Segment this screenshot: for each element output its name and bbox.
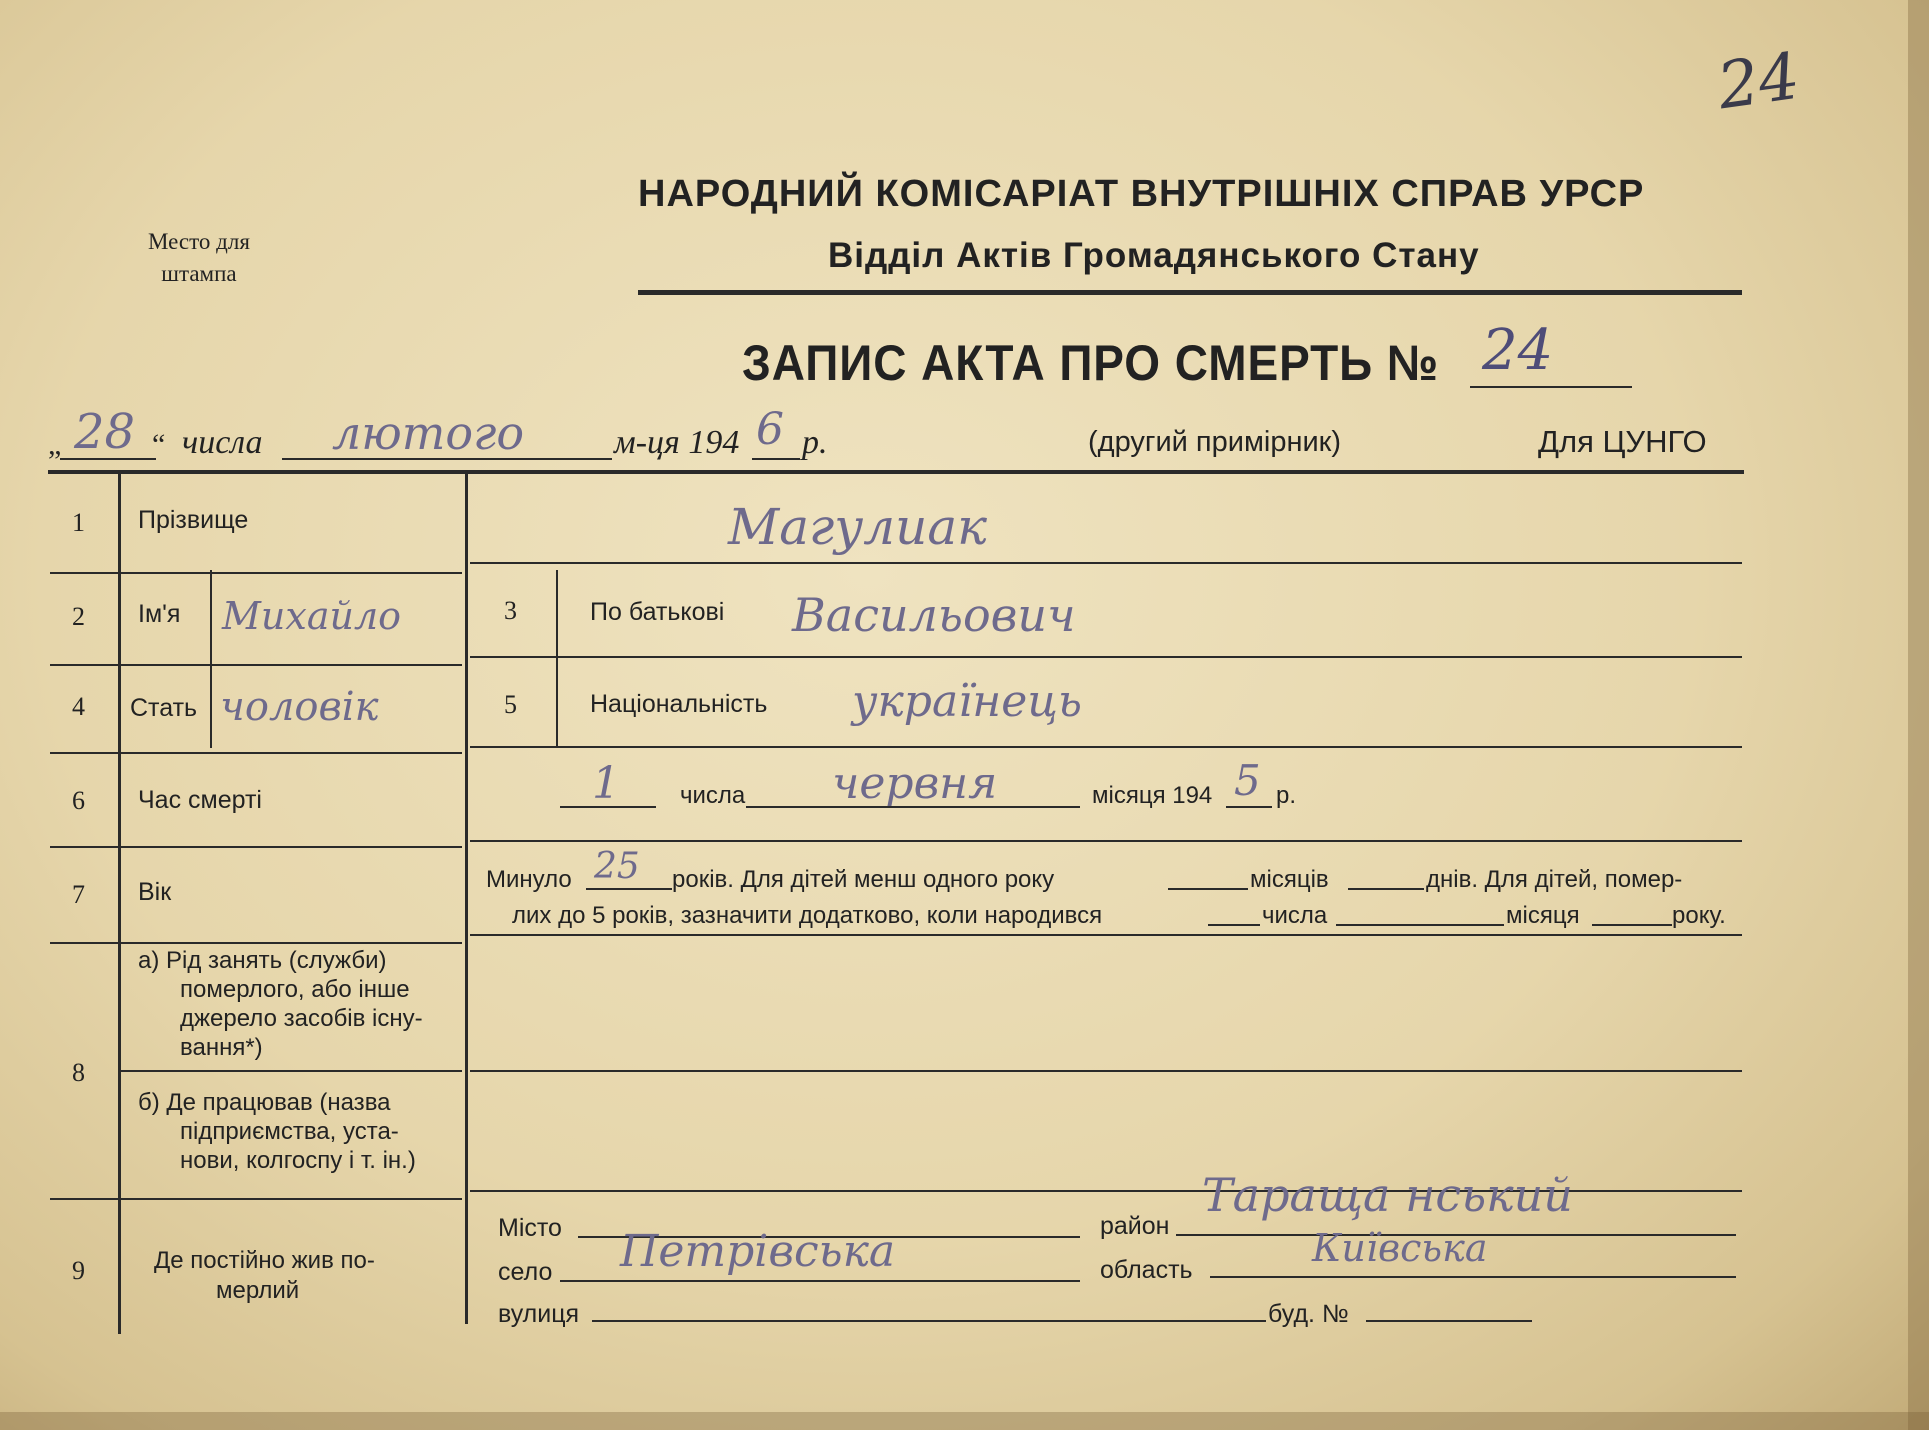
age-line2-c: місяця <box>1506 902 1580 929</box>
date-month-value: лютого <box>332 406 525 460</box>
age-years-line <box>586 888 672 890</box>
occupation-b-line3: нови, колгоспу і т. ін.) <box>180 1147 416 1174</box>
row-sep-left-4 <box>50 846 462 848</box>
row-sep-left-3 <box>50 752 462 754</box>
district-label: район <box>1100 1212 1170 1240</box>
age-birth-year-line <box>1592 924 1672 926</box>
header-rule <box>638 290 1742 295</box>
surname-value: Магулиак <box>728 498 987 556</box>
occupation-a-line3: джерело засобів існу- <box>180 1005 423 1032</box>
col-number-divider <box>118 474 121 1334</box>
row-sep-right-6 <box>470 1070 1742 1072</box>
age-birth-day-line <box>1208 924 1260 926</box>
death-year-label: р. <box>1276 782 1297 809</box>
row-7-number: 7 <box>72 880 85 909</box>
age-years-value: 25 <box>594 846 640 887</box>
residence-label <box>154 1246 375 1306</box>
row-6-number: 6 <box>72 786 85 815</box>
date-year-suffix: р. <box>802 424 828 461</box>
stamp-place-line1: Место для <box>148 229 250 254</box>
row-sep-left-6 <box>120 1070 462 1072</box>
col-sub-divider-a <box>210 570 212 748</box>
row-8-number: 8 <box>72 1058 85 1087</box>
row-1-number: 1 <box>72 508 85 537</box>
date-quote-open: „ <box>48 428 62 461</box>
form-top-rule <box>48 470 1744 474</box>
age-birth-month-line <box>1336 924 1504 926</box>
row-4-number: 4 <box>72 692 85 721</box>
date-month-suffix: м-ця 194 <box>614 424 740 461</box>
date-year-line <box>752 458 800 460</box>
stamp-place-line2: штампа <box>161 261 237 286</box>
age-months-line <box>1168 888 1248 890</box>
village-value: Петрівська <box>620 1226 896 1277</box>
date-day-value: 28 <box>74 404 136 460</box>
age-days-line <box>1348 888 1424 890</box>
occupation-b-line2: підприємства, уста- <box>180 1118 399 1145</box>
region-line <box>1210 1276 1736 1278</box>
surname-label: Прізвище <box>138 506 249 534</box>
death-month-line <box>746 806 1080 808</box>
paper-edge-bottom <box>0 1412 1929 1430</box>
death-month-value: червня <box>832 758 998 809</box>
age-label: Вік <box>138 878 172 906</box>
col-label-divider <box>465 474 468 1324</box>
row-sep-right-4 <box>470 840 1742 842</box>
row-sep-left-7 <box>50 1198 462 1200</box>
occupation-b-line1: б) Де працював (назва <box>138 1089 391 1116</box>
sex-label: Стать <box>130 694 198 722</box>
age-line2-d: року. <box>1672 902 1726 929</box>
village-label: село <box>498 1258 553 1286</box>
row-5-number: 5 <box>504 690 517 719</box>
header-ministry: НАРОДНИЙ КОМІСАРІАТ ВНУТРІШНІХ СПРАВ УРСР <box>638 173 1645 215</box>
nationality-label: Національність <box>590 690 768 718</box>
region-value: Київська <box>1312 1226 1488 1270</box>
house-line <box>1366 1320 1532 1322</box>
header-department: Відділ Актів Громадянського Стану <box>828 236 1480 275</box>
row-2-number: 2 <box>72 602 85 631</box>
occupation-b-label <box>138 1088 416 1175</box>
archive-number: 24 <box>1713 39 1805 125</box>
patronymic-value: Васильович <box>792 588 1076 642</box>
row-9-number: 9 <box>72 1256 85 1285</box>
page-title: ЗАПИС АКТА ПРО СМЕРТЬ № <box>742 335 1439 391</box>
residence-label-line2: мерлий <box>216 1277 300 1304</box>
paper-edge-right <box>1908 0 1929 1430</box>
street-label: вулиця <box>498 1300 580 1328</box>
first-name-value: Михайло <box>222 594 402 638</box>
death-year-digit: 5 <box>1234 756 1261 805</box>
date-day-line <box>60 458 156 460</box>
row-sep-right-2 <box>470 656 1742 658</box>
occupation-a-line4: вання*) <box>180 1034 263 1061</box>
district-value: Тараща нський <box>1202 1168 1573 1222</box>
street-line <box>592 1320 1266 1322</box>
city-label: Місто <box>498 1214 562 1242</box>
occupation-a-line1: а) Рід занять (служби) <box>138 947 387 974</box>
copy-note: (другий примірник) <box>1088 426 1342 458</box>
row-sep-right-5 <box>470 934 1742 936</box>
row-sep-right-1 <box>470 562 1742 564</box>
col-sub-divider-b <box>556 570 558 746</box>
age-passed-label: Минуло <box>486 866 572 893</box>
death-day-label: числа <box>680 782 746 809</box>
date-month-line <box>282 458 612 460</box>
sex-value: чоловік <box>220 684 379 730</box>
age-line2-b: числа <box>1262 902 1328 929</box>
death-time-label: Час смерті <box>138 786 262 814</box>
death-day-value: 1 <box>592 758 620 809</box>
record-number: 24 <box>1482 318 1554 383</box>
patronymic-label: По батькові <box>590 598 725 626</box>
death-year-line <box>1226 806 1272 808</box>
stamp-place-label <box>148 226 250 290</box>
village-line <box>560 1280 1080 1282</box>
age-line1-c: днів. Для дітей, помер- <box>1426 866 1683 893</box>
occupation-a-line2: померлого, або інше <box>180 976 410 1003</box>
first-name-label: Ім'я <box>138 600 181 628</box>
death-month-label: місяця 194 <box>1092 782 1213 809</box>
age-line1-b: місяців <box>1250 866 1329 893</box>
date-year-digit: 6 <box>756 404 784 455</box>
row-sep-right-3 <box>470 746 1742 748</box>
row-sep-left-1 <box>50 572 462 574</box>
age-line1-a: років. Для дітей менш одного року <box>672 866 1055 893</box>
death-day-line <box>560 806 656 808</box>
house-label: буд. № <box>1268 1300 1349 1328</box>
region-label: область <box>1100 1256 1193 1284</box>
residence-label-line1: Де постійно жив по- <box>154 1247 375 1274</box>
row-3-number: 3 <box>504 596 517 625</box>
occupation-a-label <box>138 946 423 1062</box>
row-sep-left-2 <box>50 664 462 666</box>
age-line2-a: лих до 5 років, зазначити додатково, коли народився <box>512 902 1103 929</box>
nationality-value: українець <box>852 676 1082 727</box>
row-sep-left-5 <box>50 942 462 944</box>
record-number-line <box>1470 386 1632 388</box>
date-quote-close: “ <box>152 428 166 461</box>
date-day-suffix: числа <box>182 424 263 461</box>
for-whom: Для ЦУНГО <box>1538 424 1707 459</box>
